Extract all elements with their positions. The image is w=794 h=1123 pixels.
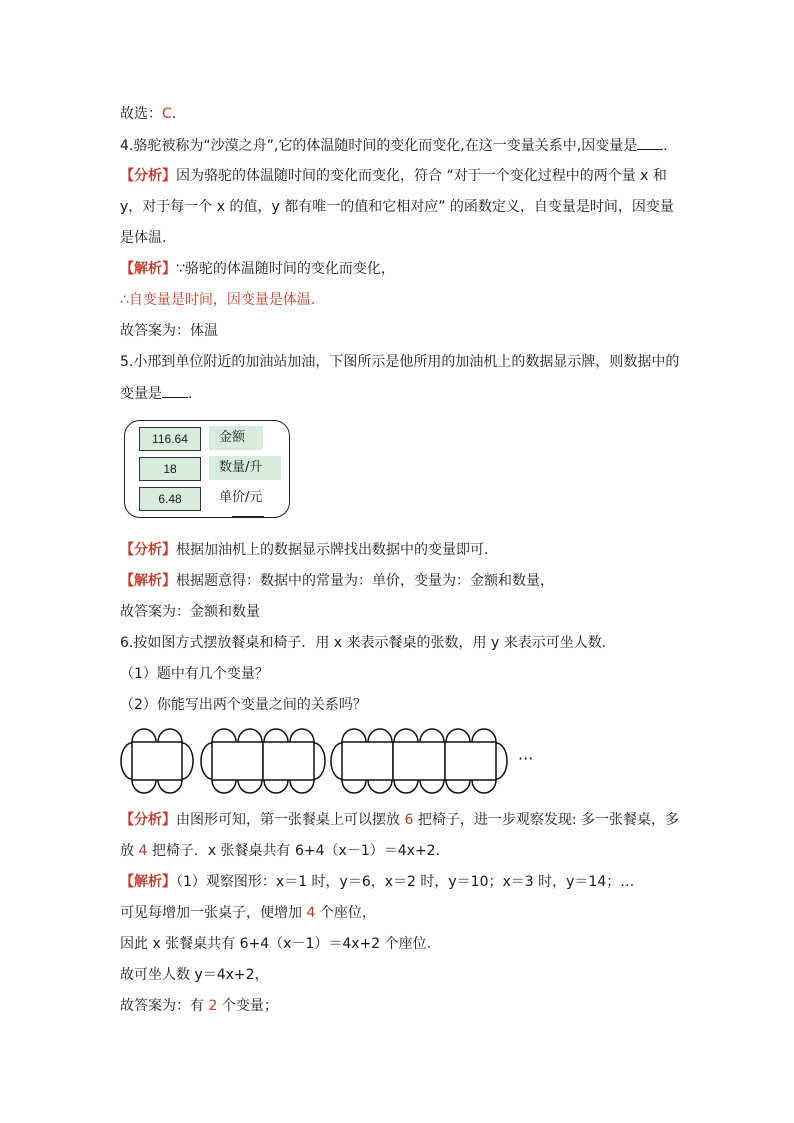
analysis-tag: 【分析】 bbox=[120, 542, 176, 558]
analysis-tag: 【分析】 bbox=[120, 812, 176, 828]
analysis-tag: 【分析】 bbox=[120, 168, 176, 184]
solution-tag: 【解析】 bbox=[120, 874, 176, 890]
q4-solution-line-2: ∴自变量是时间，因变量是体温. bbox=[120, 292, 316, 308]
answer-blank bbox=[637, 135, 663, 150]
q6-solution-line-4: 故可坐人数 y＝4x+2， bbox=[120, 967, 269, 983]
q6-solution-line-2: 可见每增加一张桌子，便增加 4 个座位， bbox=[120, 905, 376, 921]
q6-analysis-line-2: 放 4 把椅子．x 张餐桌共有 6+4（x－1）＝4x+2. bbox=[120, 843, 441, 859]
table-arrangement-2 bbox=[201, 729, 325, 793]
pump-price-value: 6.48 bbox=[139, 487, 201, 511]
solution-tag: 【解析】 bbox=[120, 573, 176, 589]
solution-tag: 【解析】 bbox=[120, 261, 176, 277]
pump-amount-value: 116.64 bbox=[139, 427, 201, 451]
q4-solution-line-1: 【解析】∵骆驼的体温随时间的变化而变化， bbox=[120, 261, 395, 277]
pump-quantity-label: 数量/升 bbox=[209, 456, 281, 480]
answer-blank bbox=[162, 383, 188, 398]
q6-analysis-line-1: 【分析】由图形可知，第一张餐桌上可以摆放 6 把椅子，进一步观察发现: 多一张餐桌，多 bbox=[120, 812, 679, 828]
q6-solution-line-1: 【解析】（1）观察图形：x＝1 时，y＝6，x＝2 时，y＝10；x＝3 时，y＝14；… bbox=[120, 874, 635, 890]
q4-analysis-line-3: 是体温. bbox=[120, 230, 167, 246]
q5-analysis: 【分析】根据加油机上的数据显示牌找出数据中的变量即可. bbox=[120, 542, 489, 558]
question-5-stem-1: 5.小邢到单位附近的加油站加油，下图所示是他所用的加油机上的数据显示牌，则数据中的 bbox=[120, 354, 680, 370]
question-6-sub-2: （2）你能写出两个变量之间的关系吗？ bbox=[120, 697, 367, 713]
question-6-sub-1: （1）题中有几个变量？ bbox=[120, 666, 269, 682]
pump-amount-label: 金额 bbox=[209, 426, 263, 450]
pump-underline bbox=[232, 516, 264, 517]
question-5-stem-2: 变量是 . bbox=[120, 383, 192, 404]
figure-ellipsis: ··· bbox=[518, 749, 534, 768]
q5-answer: 故答案为：金额和数量 bbox=[120, 604, 260, 620]
fuel-pump-display bbox=[124, 420, 290, 518]
question-6-stem: 6.按如图方式摆放餐桌和椅子．用 x 来表示餐桌的张数，用 y 来表示可坐人数. bbox=[120, 635, 607, 651]
table-arrangement-3 bbox=[331, 729, 507, 793]
tables-chairs-figure bbox=[120, 728, 540, 794]
q4-answer: 故答案为：体温 bbox=[120, 323, 218, 339]
question-4-stem: 4.骆驼被称为“沙漠之舟”,它的体温随时间的变化而变化,在这一变量关系中,因变量是 . bbox=[120, 135, 668, 156]
q6-solution-line-3: 因此 x 张餐桌共有 6+4（x－1）＝4x+2 个座位. bbox=[120, 936, 432, 952]
q5-solution: 【解析】根据题意得：数据中的常量为：单价，变量为：金额和数量， bbox=[120, 573, 554, 589]
answer-choice: C bbox=[162, 106, 172, 122]
answer-line-q3: 故选：C. bbox=[120, 106, 177, 122]
q4-analysis-line-1: 【分析】因为骆驼的体温随时间的变化而变化，符合 “对于一个变化过程中的两个量 x 和 bbox=[120, 168, 667, 184]
q4-analysis-line-2: y，对于每一个 x 的值，y 都有唯一的值和它相对应” 的函数定义，自变量是时间，因变量 bbox=[120, 199, 674, 215]
pump-quantity-value: 18 bbox=[139, 457, 201, 481]
q6-answer: 故答案为：有 2 个变量； bbox=[120, 998, 278, 1014]
table-arrangement-1 bbox=[121, 729, 193, 793]
pump-price-label: 单价/元 bbox=[219, 490, 263, 505]
